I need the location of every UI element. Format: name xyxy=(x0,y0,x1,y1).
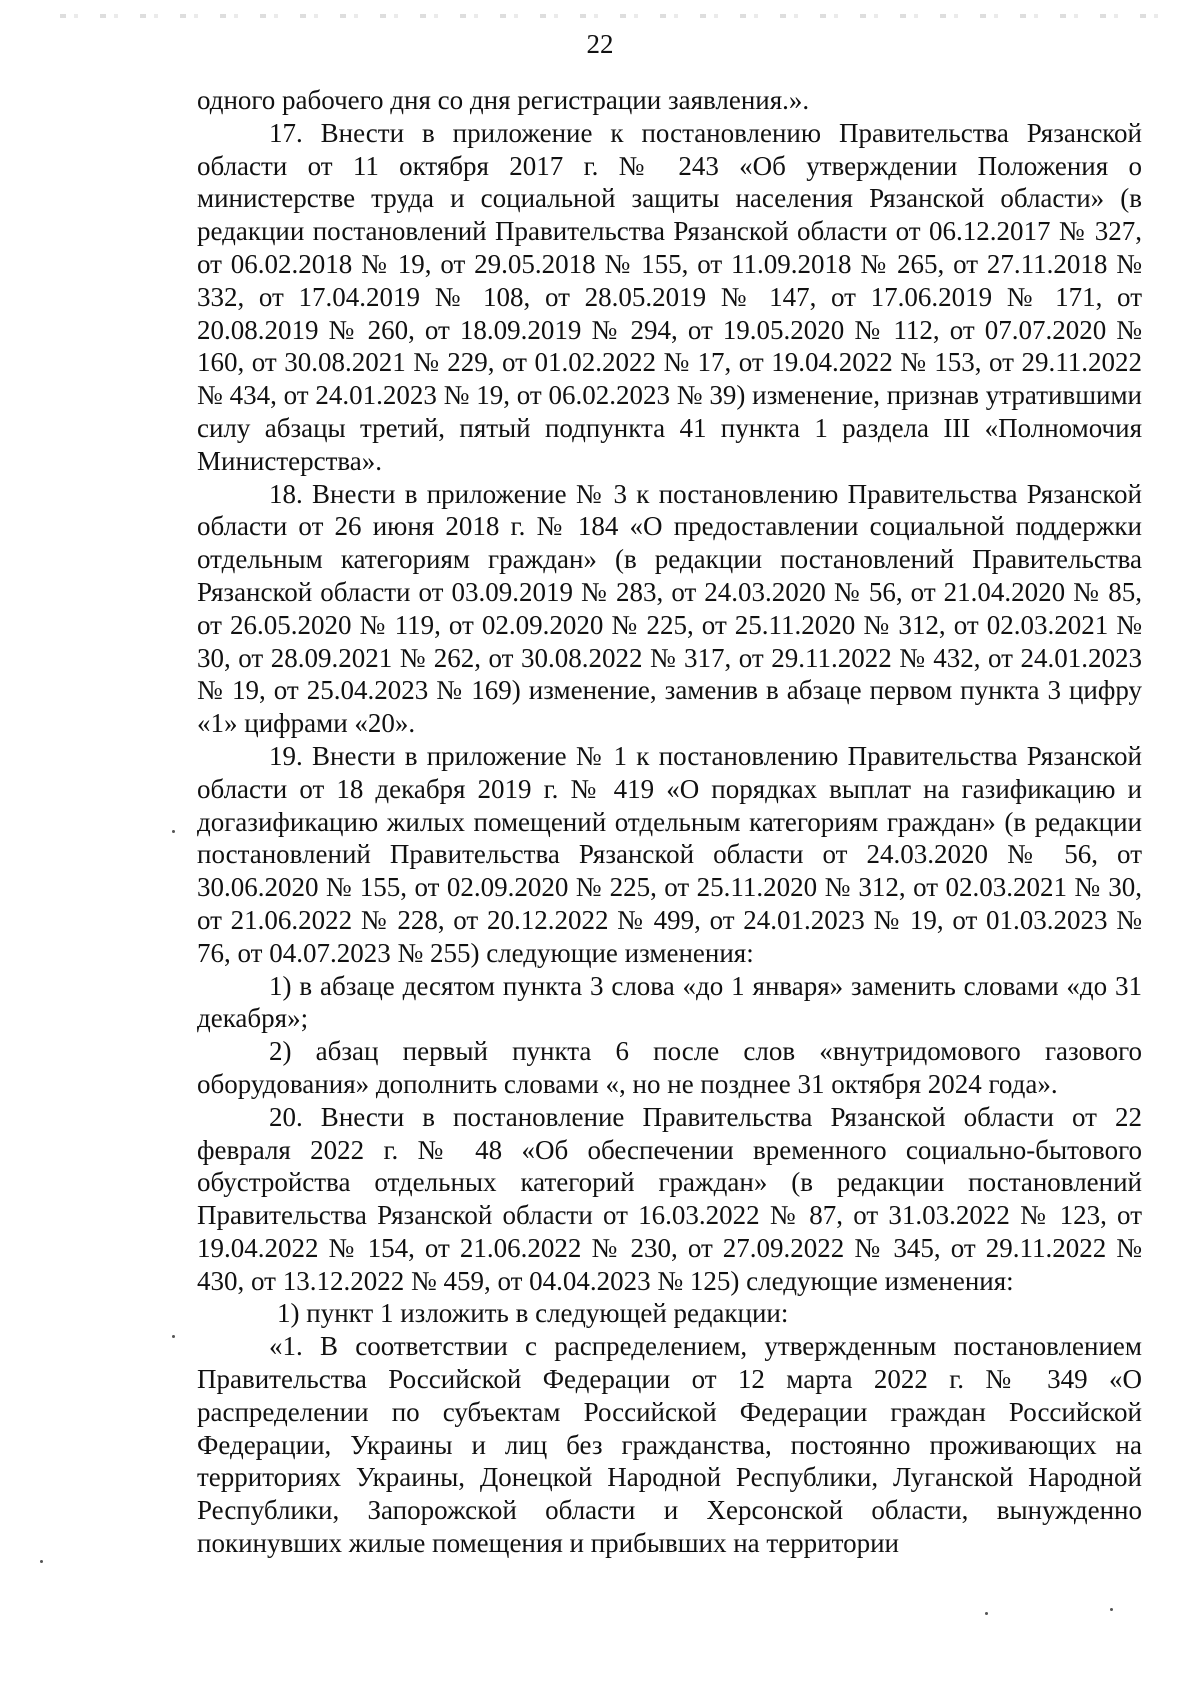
paragraph-item-18: 18. Внести в приложение № 3 к постановлению Правительства Рязанской области от 26 июня 2018 г. № 184 «О предоставлении социальной поддержки отдельным категориям граждан» (в редакции постановлений Правительства Рязанской области от 03.09.2019 № 283, от 24.03.2020 № 56, от 21.04.2020 № 85, от 26.05.2020 № 119, от 02.09.2020 № 225, от 25.11.2020 № 312, от 02.03.2021 № 30, от 28.09.2021 № 262, от 30.08.2022 № 317, от 29.11.2022 № 432, от 24.01.2023 № 19, от 25.04.2023 № 169) изменение, заменив в абзаце первом пункта 3 цифру «1» цифрами «20». xyxy=(197,478,1142,739)
page-number: 22 xyxy=(586,29,614,59)
document-body xyxy=(197,84,1142,1560)
paragraph-item-20: 20. Внести в постановление Правительства Рязанской области от 22 февраля 2022 г. № 48 «Об обеспечении временного социально-бытового обустройства отдельных категорий граждан» (в редакции постановлений Правительства Рязанской области от 16.03.2022 № 87, от 31.03.2022 № 123, от 19.04.2022 № 154, от 21.06.2022 № 230, от 27.09.2022 № 345, от 29.11.2022 № 430, от 13.12.2022 № 459, от 04.04.2023 № 125) следующие изменения: xyxy=(197,1101,1142,1296)
paragraph-item-19-sub-1: 1) в абзаце десятом пункта 3 слова «до 1 января» заменить словами «до 31 декабря»; xyxy=(197,970,1142,1034)
paragraph-quoted-new-text: «1. В соответствии с распределением, утвержденным постановлением Правительства Российской Федерации от 12 марта 2022 г. № 349 «О распределении по субъектам Российской Федерации граждан Российской Федерации, Украины и лиц без гражданства, постоянно проживающих на территориях Украины, Донецкой Народной Республики, Луганской Народной Республики, Запорожской области и Херсонской области, вынужденно покинувших жилые помещения и прибывших на территории xyxy=(197,1331,1142,1559)
scan-speck xyxy=(40,1560,43,1563)
scan-speck xyxy=(1110,1608,1113,1611)
paragraph-item-19-sub-2: 2) абзац первый пункта 6 после слов «внутридомового газового оборудования» дополнить словами «, но не позднее 31 октября 2024 года». xyxy=(197,1036,1142,1099)
scan-speck xyxy=(172,830,175,833)
paragraph-item-20-sub-1: 1) пункт 1 изложить в следующей редакции: xyxy=(277,1298,789,1329)
scan-speck xyxy=(985,1612,988,1615)
paragraph-item-19: 19. Внести в приложение № 1 к постановлению Правительства Рязанской области от 18 декабря 2019 г. № 419 «О порядках выплат на газификацию и догазификацию жилых помещений отдельным категориям граждан» (в редакции постановлений Правительства Рязанской области от 24.03.2020 № 56, от 30.06.2020 № 155, от 02.09.2020 № 225, от 25.11.2020 № 312, от 02.03.2021 № 30, от 21.06.2022 № 228, от 20.12.2022 № 499, от 24.01.2023 № 19, от 01.03.2023 № 76, от 04.07.2023 № 255) следующие изменения: xyxy=(197,740,1142,968)
paragraph-continuation: одного рабочего дня со дня регистрации заявления.». xyxy=(197,85,810,115)
scan-artifact-top xyxy=(60,14,1160,18)
scan-speck xyxy=(172,1335,175,1338)
paragraph-item-17: 17. Внести в приложение к постановлению Правительства Рязанской области от 11 октября 2017 г. № 243 «Об утверждении Положения о министерстве труда и социальной защиты населения Рязанской области» (в редакции постановлений Правительства Рязанской области от 06.12.2017 № 327, от 06.02.2018 № 19, от 29.05.2018 № 155, от 11.09.2018 № 265, от 27.11.2018 № 332, от 17.04.2019 № 108, от 28.05.2019 № 147, от 17.06.2019 № 171, от 20.08.2019 № 260, от 18.09.2019 № 294, от 19.05.2020 № 112, от 07.07.2020 № 160, от 30.08.2021 № 229, от 01.02.2022 № 17, от 19.04.2022 № 153, от 29.11.2022 № 434, от 24.01.2023 № 19, от 06.02.2023 № 39) изменение, признав утратившими силу абзацы третий, пятый подпункта 41 пункта 1 раздела III «Полномочия Министерства». xyxy=(197,117,1142,476)
